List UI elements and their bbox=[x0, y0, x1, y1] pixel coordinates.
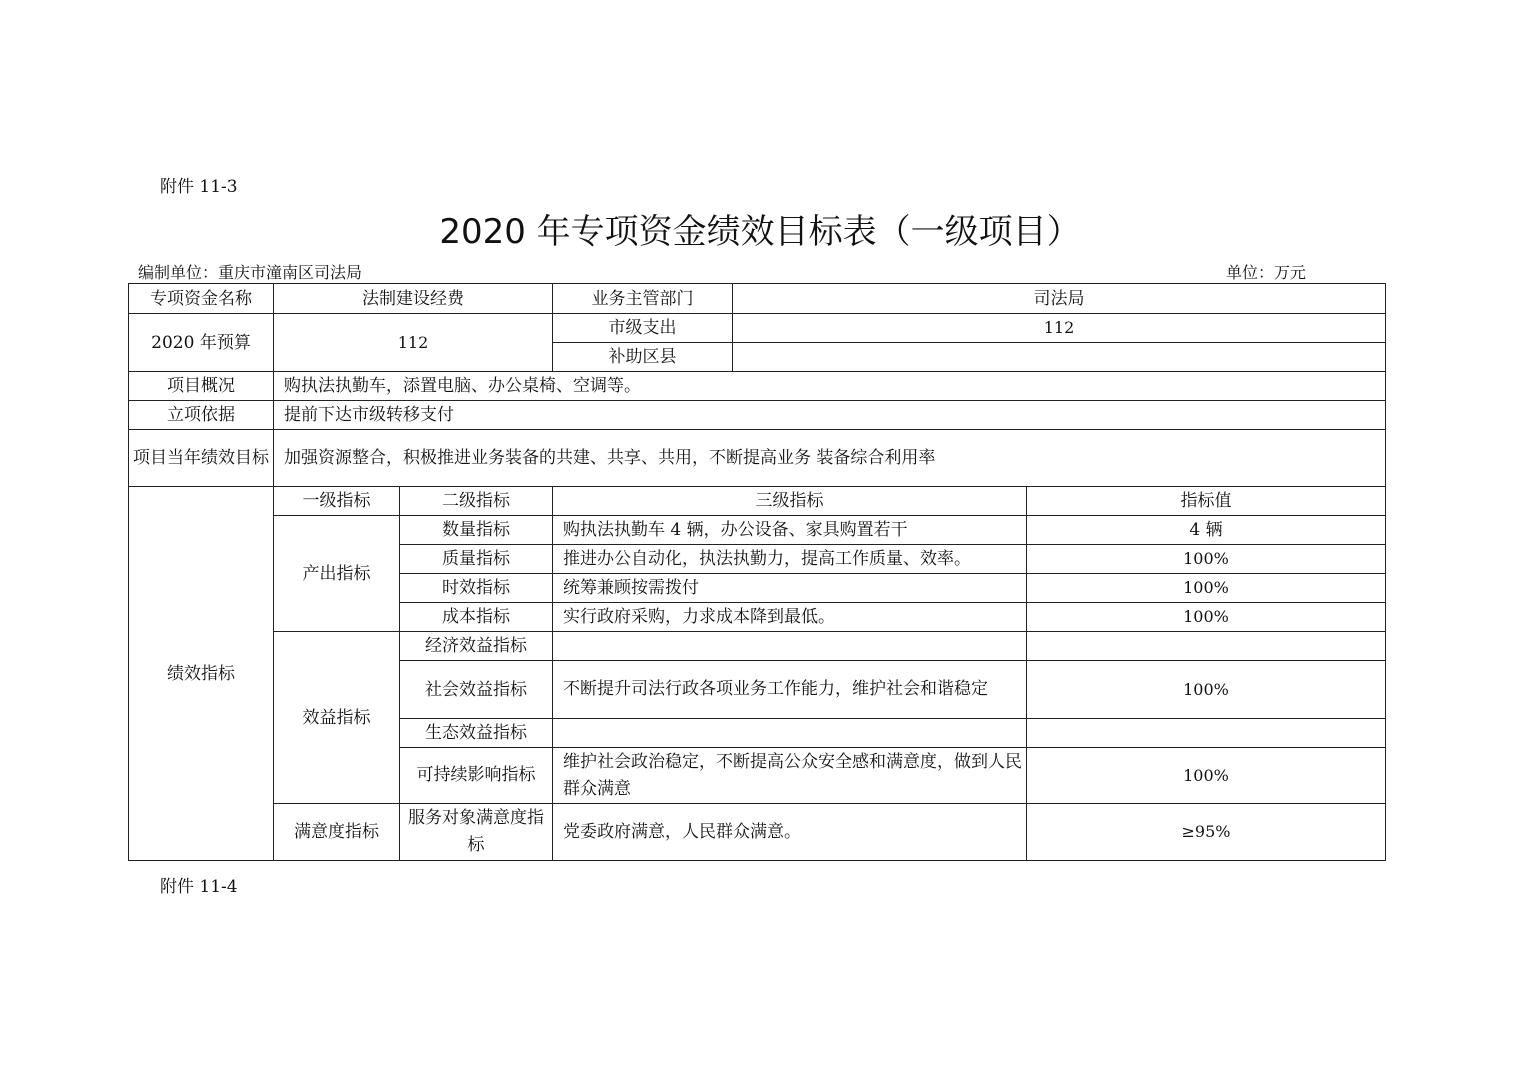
budget-label: 2020 年预算 bbox=[129, 314, 274, 372]
page-title: 2020 年专项资金绩效目标表（一级项目） bbox=[439, 212, 1081, 252]
benefit-value: 100% bbox=[1027, 748, 1386, 804]
col-header-level3: 三级指标 bbox=[553, 487, 1027, 516]
output-l2: 时效指标 bbox=[400, 574, 553, 603]
satisfaction-l3: 党委政府满意，人民群众满意。 bbox=[553, 804, 1027, 861]
benefit-value bbox=[1027, 719, 1386, 748]
annual-goal-label: 项目当年绩效目标 bbox=[129, 430, 274, 487]
col-header-level2: 二级指标 bbox=[400, 487, 553, 516]
fund-name-label: 专项资金名称 bbox=[129, 284, 274, 314]
output-value: 100% bbox=[1027, 574, 1386, 603]
dept-value: 司法局 bbox=[733, 284, 1386, 314]
output-value: 100% bbox=[1027, 545, 1386, 574]
currency-unit: 单位：万元 bbox=[1226, 263, 1307, 282]
basis-value: 提前下达市级转移支付 bbox=[274, 401, 1386, 430]
fund-name-value: 法制建设经费 bbox=[274, 284, 553, 314]
benefit-l3 bbox=[553, 632, 1027, 661]
city-expense-label: 市级支出 bbox=[553, 314, 733, 343]
benefit-group-label: 效益指标 bbox=[274, 632, 400, 804]
output-l3: 实行政府采购，力求成本降到最低。 bbox=[553, 603, 1027, 632]
budget-value: 112 bbox=[274, 314, 553, 372]
county-subsidy-label: 补助区县 bbox=[553, 343, 733, 372]
basis-label: 立项依据 bbox=[129, 401, 274, 430]
output-l3: 购执法执勤车 4 辆，办公设备、家具购置若干 bbox=[553, 516, 1027, 545]
benefit-l2: 可持续影响指标 bbox=[400, 748, 553, 804]
output-group-label: 产出指标 bbox=[274, 516, 400, 632]
output-value: 100% bbox=[1027, 603, 1386, 632]
benefit-l3: 维护社会政治稳定，不断提高公众安全感和满意度，做到人民群众满意 bbox=[553, 748, 1027, 804]
benefit-l2: 社会效益指标 bbox=[400, 661, 553, 719]
benefit-l3 bbox=[553, 719, 1027, 748]
benefit-l2: 经济效益指标 bbox=[400, 632, 553, 661]
performance-indicator-label: 绩效指标 bbox=[129, 487, 274, 861]
output-l3: 推进办公自动化，执法执勤力，提高工作质量、效率。 bbox=[553, 545, 1027, 574]
benefit-l3: 不断提升司法行政各项业务工作能力，维护社会和谐稳定 bbox=[553, 661, 1027, 719]
output-l2: 成本指标 bbox=[400, 603, 553, 632]
col-header-value: 指标值 bbox=[1027, 487, 1386, 516]
overview-label: 项目概况 bbox=[129, 372, 274, 401]
output-l3: 统筹兼顾按需拨付 bbox=[553, 574, 1027, 603]
output-l2: 质量指标 bbox=[400, 545, 553, 574]
satisfaction-l2: 服务对象满意度指标 bbox=[400, 804, 553, 861]
compiler-unit: 编制单位：重庆市潼南区司法局 bbox=[138, 263, 363, 282]
output-value: 4 辆 bbox=[1027, 516, 1386, 545]
benefit-value: 100% bbox=[1027, 661, 1386, 719]
overview-value: 购执法执勤车，添置电脑、办公桌椅、空调等。 bbox=[274, 372, 1386, 401]
performance-target-table bbox=[128, 283, 1386, 861]
output-l2: 数量指标 bbox=[400, 516, 553, 545]
satisfaction-group-label: 满意度指标 bbox=[274, 804, 400, 861]
county-subsidy-value bbox=[733, 343, 1386, 372]
benefit-value bbox=[1027, 632, 1386, 661]
satisfaction-value: ≥95% bbox=[1027, 804, 1386, 861]
attachment-label-top: 附件 11-3 bbox=[160, 177, 238, 197]
benefit-l2: 生态效益指标 bbox=[400, 719, 553, 748]
attachment-label-bottom: 附件 11-4 bbox=[160, 877, 238, 897]
dept-label: 业务主管部门 bbox=[553, 284, 733, 314]
col-header-level1: 一级指标 bbox=[274, 487, 400, 516]
city-expense-value: 112 bbox=[733, 314, 1386, 343]
annual-goal-value: 加强资源整合，积极推进业务装备的共建、共享、共用，不断提高业务 装备综合利用率 bbox=[274, 430, 1386, 487]
